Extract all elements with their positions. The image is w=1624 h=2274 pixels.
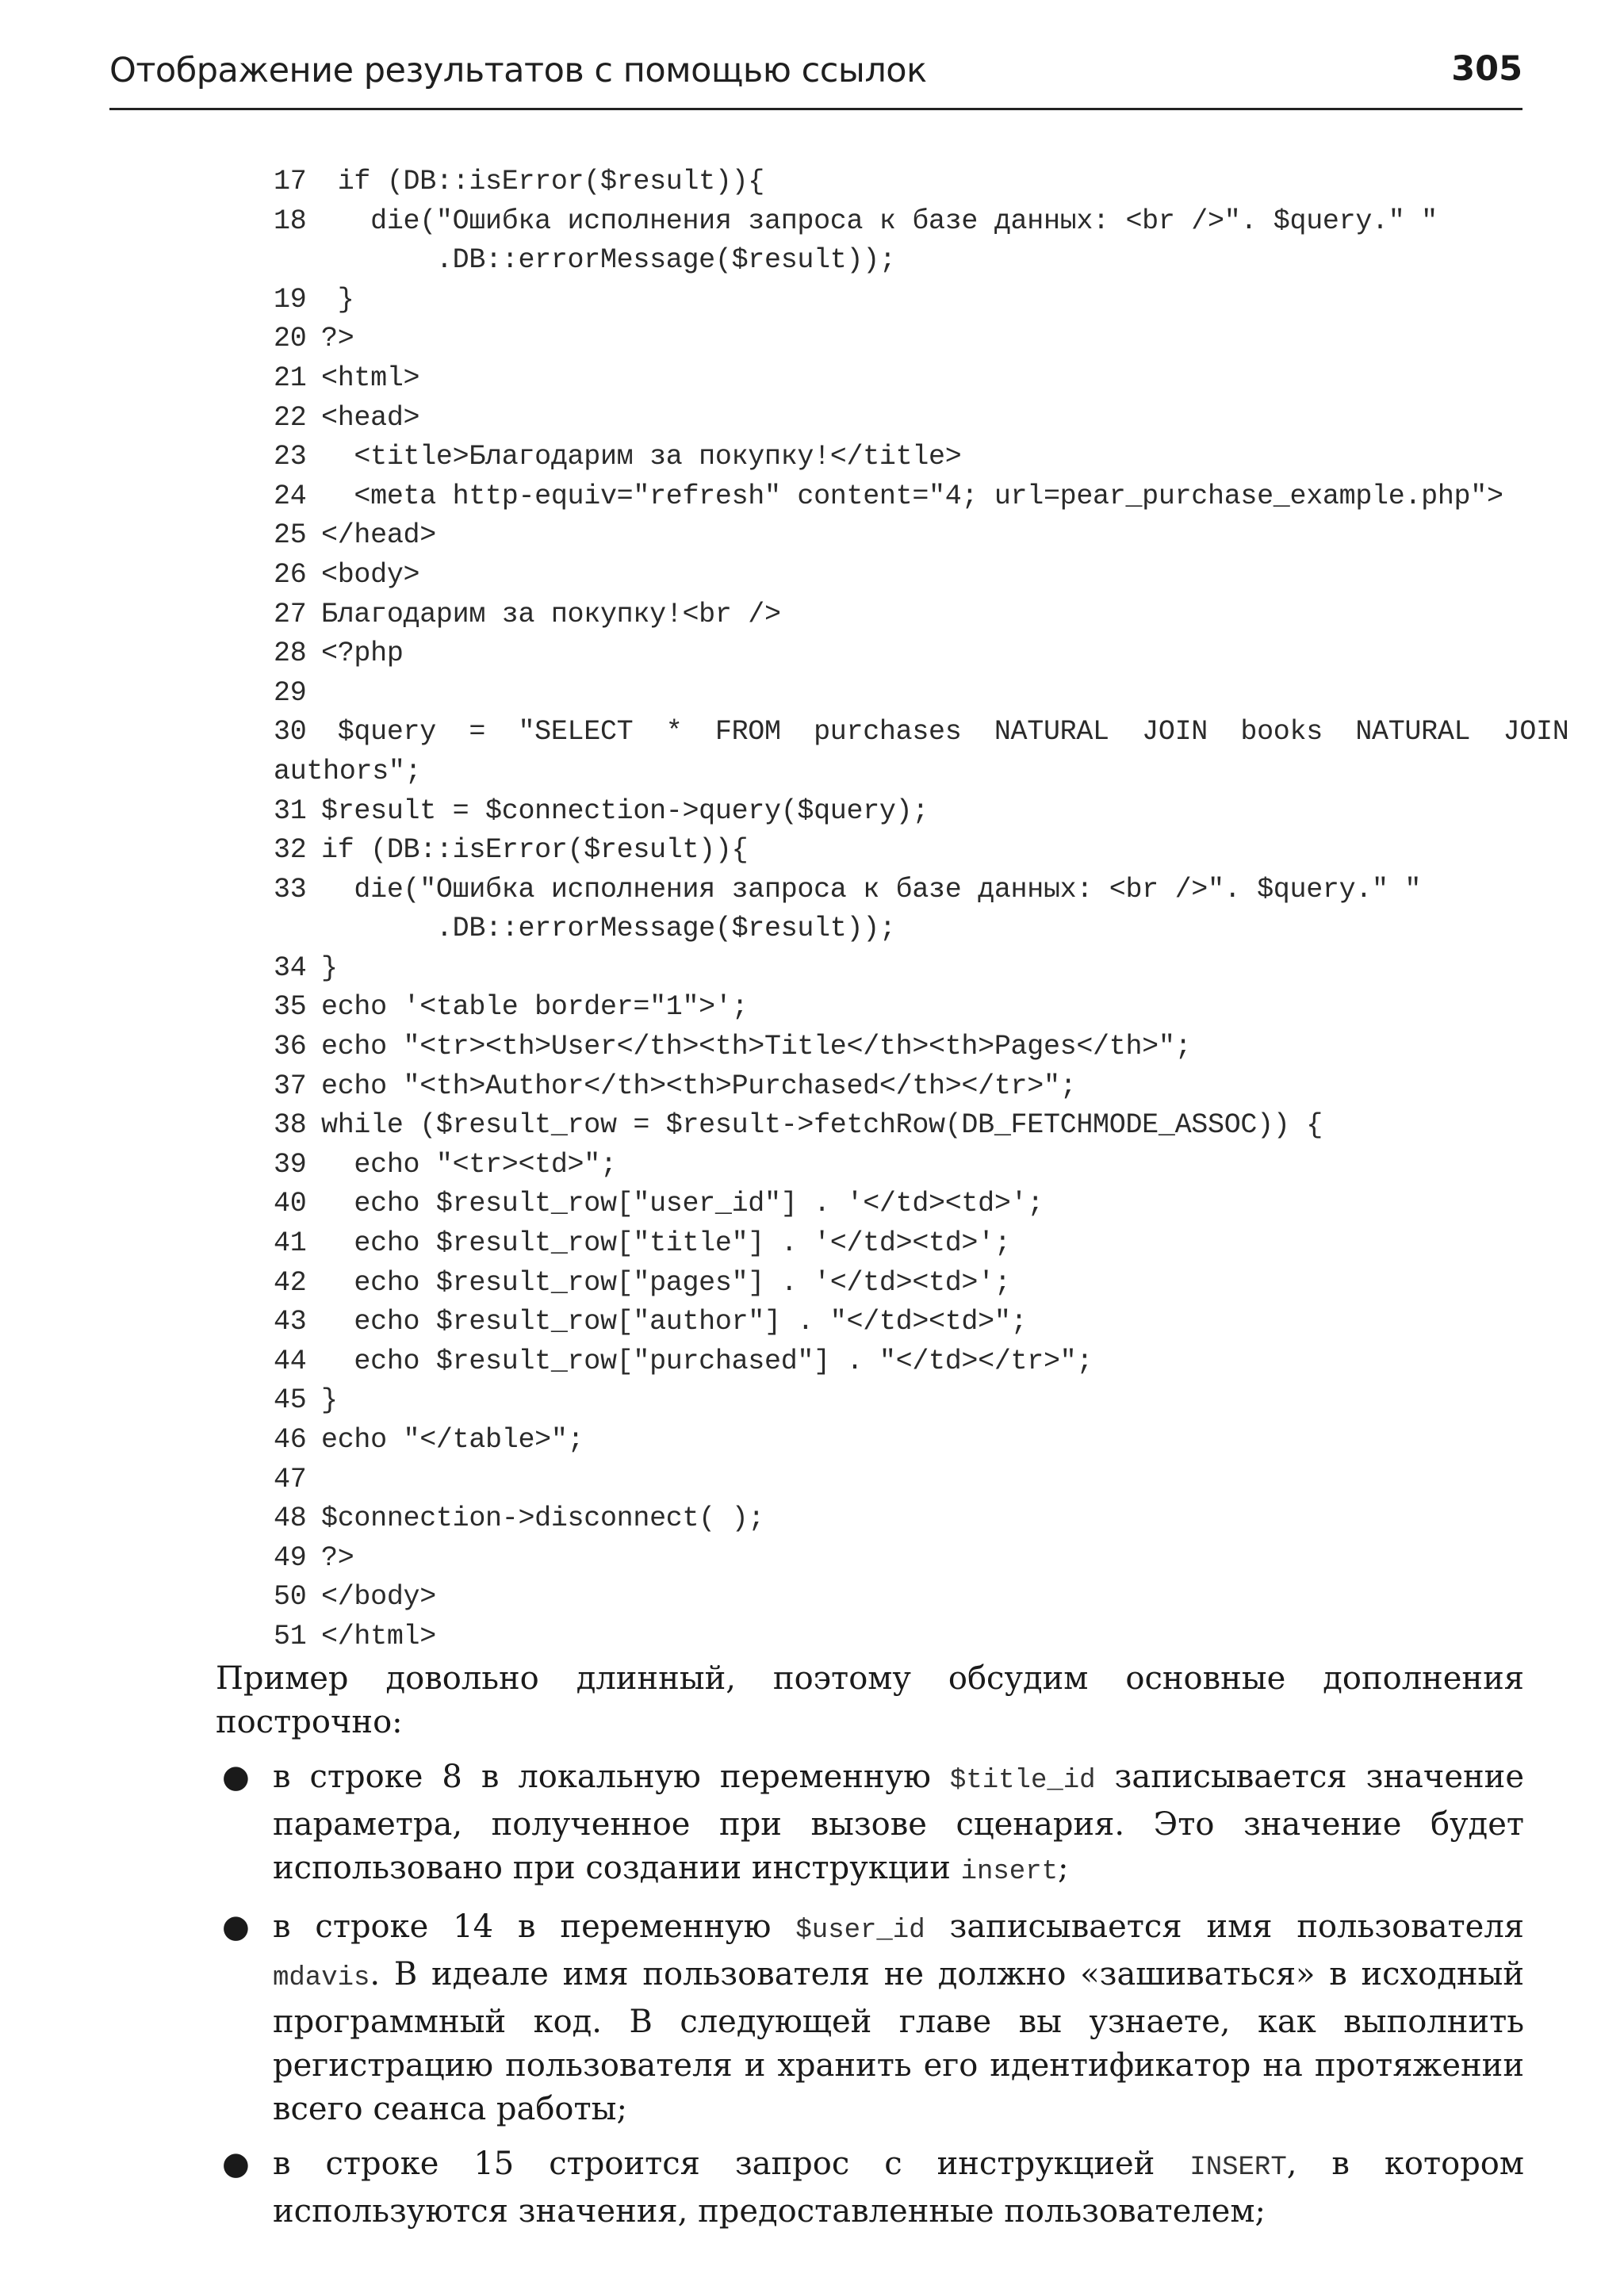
code-line [274, 241, 1524, 281]
intro-paragraph: Пример довольно длинный, поэтому обсудим основные дополнения построчно: [216, 1660, 1524, 1740]
code-text: Благодарим за покупку!<br /> [321, 598, 781, 630]
bullet-text: ; [1058, 1850, 1069, 1886]
line-number: 37 [274, 1070, 307, 1102]
line-number: 36 [274, 1031, 307, 1063]
code-line [274, 477, 1524, 517]
line-number: 31 [274, 794, 307, 827]
code-line [274, 634, 1524, 674]
code-line [274, 556, 1524, 595]
line-number: 43 [274, 1306, 307, 1338]
code-text: if (DB::isError($result)){ [321, 834, 749, 867]
line-number: 40 [274, 1188, 307, 1220]
code-text: echo '<table border="1">'; [321, 991, 749, 1024]
line-number: 26 [274, 558, 307, 591]
line-number: 46 [274, 1424, 307, 1456]
line-number: 28 [274, 637, 307, 670]
code-text: <head> [321, 401, 420, 434]
code-text: <title>Благодарим за покупку!</title> [321, 441, 962, 473]
code-text: } [321, 951, 338, 984]
code-text: <body> [321, 558, 420, 591]
code-text: die("Ошибка исполнения запроса к базе данных: <br />". $query." " [321, 205, 1438, 237]
line-number: 25 [274, 519, 307, 552]
code-text: .DB::errorMessage($result)); [321, 244, 896, 277]
code-line [274, 1499, 1524, 1539]
code-line [274, 1067, 1524, 1107]
code-line [274, 1146, 1524, 1185]
code-text: authors"; [274, 755, 422, 787]
page-number: 305 [1451, 49, 1522, 89]
page-header [109, 41, 1522, 110]
code-line [274, 1028, 1524, 1067]
code-text: while ($result_row = $result->fetchRow(DB_FETCHMODE_ASSOC)) { [321, 1109, 1323, 1142]
code-text: </body> [321, 1581, 436, 1614]
bullet-list [216, 1755, 1524, 2234]
code-text: echo $result_row["pages"] . '</td><td>'; [321, 1266, 1011, 1299]
line-number: 24 [274, 480, 307, 512]
line-number: 21 [274, 362, 307, 394]
code-text: echo $result_row["title"] . '</td><td>'; [321, 1227, 1011, 1260]
line-number: 47 [274, 1463, 307, 1495]
code-line [274, 713, 1569, 752]
inline-code: INSERT [1189, 2153, 1287, 2183]
code-text: echo $result_row["purchased"] . "</td></tr>"; [321, 1345, 1094, 1377]
line-number: 27 [274, 598, 307, 630]
line-number: 39 [274, 1148, 307, 1181]
bullet-text: в строке 14 в переменную [273, 1908, 796, 1945]
code-line [274, 399, 1524, 438]
code-line [274, 1342, 1524, 1382]
bullet-item [216, 1905, 1524, 2131]
code-text: <?php [321, 637, 404, 670]
bullet-icon: ● [222, 1759, 250, 1795]
inline-code: insert [960, 1857, 1058, 1887]
code-text: echo "<tr><th>User</th><th>Title</th><th>Pages</th>"; [321, 1031, 1192, 1063]
line-number: 50 [274, 1581, 307, 1614]
code-text: $result = $connection->query($query); [321, 794, 929, 827]
code-text: ?> [321, 1541, 354, 1574]
code-line [274, 320, 1524, 359]
code-line [274, 595, 1524, 635]
line-number: 23 [274, 441, 307, 473]
code-text: if (DB::isError($result)){ [321, 166, 764, 197]
line-number: 29 [274, 676, 307, 709]
code-text: .DB::errorMessage($result)); [321, 913, 896, 945]
line-number: 38 [274, 1109, 307, 1142]
code-line [274, 949, 1524, 989]
code-text: echo $result_row["author"] . "</td><td>"; [321, 1306, 1028, 1338]
code-text: echo "<tr><td>"; [321, 1148, 617, 1181]
line-number: 48 [274, 1503, 307, 1535]
code-text: $connection->disconnect( ); [321, 1503, 764, 1535]
code-line [274, 1381, 1524, 1421]
code-text: ?> [321, 323, 354, 355]
code-text: </head> [321, 519, 436, 552]
line-number: 45 [274, 1384, 307, 1417]
bullet-item [216, 1755, 1524, 1894]
code-line [274, 792, 1524, 832]
line-number: 49 [274, 1541, 307, 1574]
code-text: echo $result_row["user_id"] . '</td><td>'; [321, 1188, 1044, 1220]
line-number: 41 [274, 1227, 307, 1260]
code-text: <meta http-equiv="refresh" content="4; url=pear_purchase_example.php"> [321, 480, 1503, 512]
line-number: 30 [274, 716, 307, 748]
code-line [274, 1617, 1524, 1657]
code-line [274, 1185, 1524, 1224]
code-line [274, 752, 1524, 792]
bullet-text: в строке 15 строится запрос с инструкцией [273, 2146, 1190, 2182]
line-number: 20 [274, 323, 307, 355]
line-number: 18 [274, 205, 307, 237]
inline-code: $title_id [949, 1766, 1096, 1796]
code-text: echo "<th>Author</th><th>Purchased</th></tr>"; [321, 1070, 1077, 1102]
code-line [274, 359, 1524, 399]
code-line [274, 202, 1524, 242]
code-line [274, 831, 1524, 871]
bullet-text: записывается имя пользователя [925, 1908, 1524, 1945]
line-number: 34 [274, 951, 307, 984]
code-line [274, 1539, 1524, 1579]
body-text [216, 1657, 1524, 2245]
code-text: <html> [321, 362, 420, 394]
line-number: 42 [274, 1266, 307, 1299]
line-number: 33 [274, 873, 307, 905]
line-number: 22 [274, 401, 307, 434]
running-head-title: Отображение результатов с помощью ссылок [109, 51, 927, 90]
inline-code: mdavis [273, 1963, 370, 1993]
line-number: 17 [274, 166, 307, 197]
code-line [274, 438, 1524, 477]
code-text: } [321, 283, 354, 316]
line-number: 44 [274, 1345, 307, 1377]
bullet-item [216, 2142, 1524, 2234]
line-number: 35 [274, 991, 307, 1024]
code-line [274, 909, 1524, 949]
code-line [274, 988, 1524, 1028]
code-line [274, 1460, 1524, 1500]
code-line [274, 1578, 1524, 1617]
code-line [274, 871, 1524, 910]
code-line [274, 1264, 1524, 1304]
code-line [274, 1106, 1524, 1146]
code-listing [274, 163, 1569, 1657]
line-number: 32 [274, 834, 307, 867]
code-line [274, 516, 1524, 556]
bullet-text: , в котором используются значения, предоставленные пользователем; [273, 2146, 1524, 2230]
code-text: die("Ошибка исполнения запроса к базе данных: <br />". $query." " [321, 873, 1422, 905]
bullet-icon: ● [222, 2146, 250, 2182]
code-text: </html> [321, 1620, 436, 1652]
bullet-text: . В идеале имя пользователя не должно «зашиваться» в исходный программный код. В следующей главе вы узнаете, как выполнить регистрацию пользователя и хранить его идентификатор на протяжении всего сеанса работы; [273, 1956, 1524, 2127]
code-line [274, 674, 1524, 714]
code-text: echo "</table>"; [321, 1424, 584, 1456]
line-number: 51 [274, 1620, 307, 1652]
bullet-text: записывается значение параметра, полученное при вызове сценария. Это значение будет использовано при создании инструкции [273, 1759, 1524, 1886]
bullet-text: в строке 8 в локальную переменную [273, 1759, 950, 1795]
bullet-icon: ● [222, 1908, 250, 1945]
code-line [274, 163, 1524, 202]
code-text: } [321, 1384, 338, 1417]
inline-code: $user_id [795, 1916, 925, 1946]
code-line [274, 281, 1524, 320]
code-line [274, 1421, 1524, 1460]
code-line [274, 1303, 1524, 1342]
line-number: 19 [274, 283, 307, 316]
code-line [274, 1224, 1524, 1264]
code-text: $query = "SELECT * FROM purchases NATURAL JOIN books NATURAL JOIN [321, 716, 1569, 748]
